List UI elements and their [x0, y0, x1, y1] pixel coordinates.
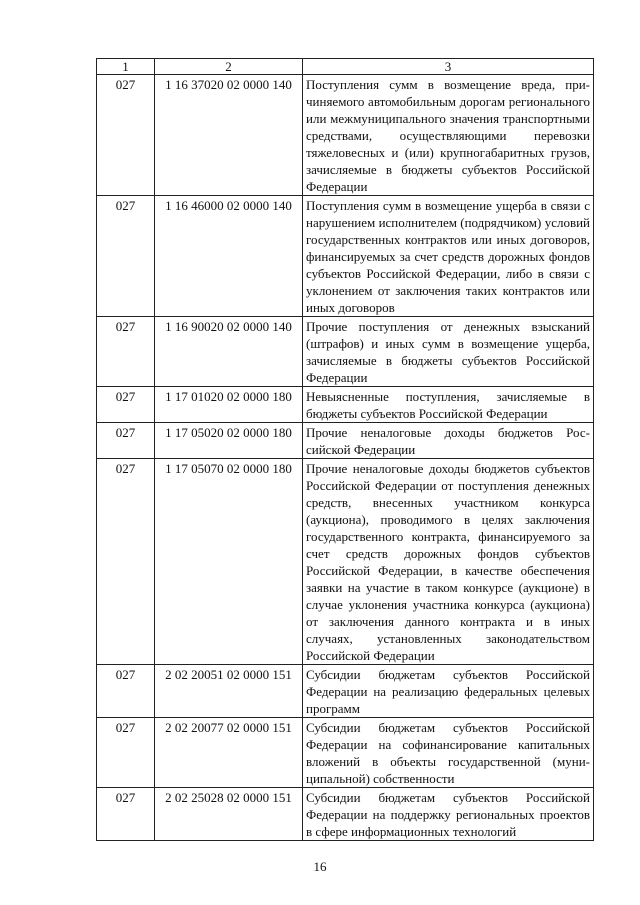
admin-code-cell: 027	[97, 75, 155, 196]
admin-code-cell: 027	[97, 387, 155, 423]
admin-code-cell: 027	[97, 423, 155, 459]
revenue-name-cell: Поступления сумм в возмещение вреда, причиняемого автомобильным дорогам регионального или межмуниципального значения транспортными средствами, осуществляющими перевозки тяжеловесных и (или) крупногабаритных грузов, зачисляемые в бюджеты субъектов Российской Федерации	[303, 75, 594, 196]
revenue-code-cell: 1 16 46000 02 0000 140	[155, 196, 303, 317]
column-header-1: 1	[97, 59, 155, 75]
table-row	[97, 75, 594, 196]
revenue-code-cell: 2 02 25028 02 0000 151	[155, 788, 303, 841]
admin-code-cell: 027	[97, 317, 155, 387]
table-header	[97, 59, 594, 75]
admin-code-cell: 027	[97, 196, 155, 317]
revenue-name-cell: Невыясненные поступления, зачисляемые в бюджеты субъектов Российской Федерации	[303, 387, 594, 423]
revenue-name-cell: Прочие неналоговые доходы бюджетов субъектов Российской Федерации от поступления денежных средств, внесенных участником конкурса (аукциона), проводимого в целях заключения государственного контракта, финансируемого за счет средств дорожных фондов субъектов Российской Федерации, в качестве обеспечения заявки на участие в таком конкурсе (аукционе) в случае уклонения участника конкурса (аукциона) от заключения данного контракта и в иных случаях, установленных законодательством Российской Федерации	[303, 459, 594, 665]
revenue-name-cell: Прочие неналоговые доходы бюджетов Российской Федерации	[303, 423, 594, 459]
revenue-name-cell: Прочие поступления от денежных взысканий (штрафов) и иных сумм в возмещение ущерба, зачисляемые в бюджеты субъектов Российской Федерации	[303, 317, 594, 387]
revenue-code-cell: 1 16 90020 02 0000 140	[155, 317, 303, 387]
table-row	[97, 665, 594, 718]
table-row	[97, 788, 594, 841]
table-row	[97, 387, 594, 423]
revenue-name-cell: Субсидии бюджетам субъектов Российской Федерации на реализацию федеральных целевых программ	[303, 665, 594, 718]
column-header-3: 3	[303, 59, 594, 75]
revenue-code-cell: 1 17 05020 02 0000 180	[155, 423, 303, 459]
revenue-codes-table	[96, 58, 594, 841]
table-row	[97, 459, 594, 665]
table-row	[97, 423, 594, 459]
table-row	[97, 317, 594, 387]
page-number: 16	[313, 859, 327, 874]
revenue-name-cell: Субсидии бюджетам субъектов Российской Федерации на софинансирование капитальных вложений в объекты государственной (муниципальной) собственности	[303, 718, 594, 788]
revenue-code-cell: 1 17 01020 02 0000 180	[155, 387, 303, 423]
revenue-code-cell: 1 16 37020 02 0000 140	[155, 75, 303, 196]
table-body	[97, 75, 594, 841]
table-row	[97, 718, 594, 788]
revenue-code-cell: 2 02 20051 02 0000 151	[155, 665, 303, 718]
header-row	[97, 59, 594, 75]
admin-code-cell: 027	[97, 788, 155, 841]
revenue-code-cell: 1 17 05070 02 0000 180	[155, 459, 303, 665]
column-header-2: 2	[155, 59, 303, 75]
admin-code-cell: 027	[97, 459, 155, 665]
revenue-name-cell: Субсидии бюджетам субъектов Российской Федерации на поддержку региональных проектов в сфере информационных технологий	[303, 788, 594, 841]
revenue-code-cell: 2 02 20077 02 0000 151	[155, 718, 303, 788]
admin-code-cell: 027	[97, 718, 155, 788]
table-row	[97, 196, 594, 317]
revenue-name-cell: Поступления сумм в возмещение ущерба в связи с нарушением исполнителем (подрядчиком) условий государственных контрактов или иных договоров, финансируемых за счет средств дорожных фондов субъектов Российской Федерации, либо в связи с уклонением от заключения таких контрактов или иных договоров	[303, 196, 594, 317]
admin-code-cell: 027	[97, 665, 155, 718]
